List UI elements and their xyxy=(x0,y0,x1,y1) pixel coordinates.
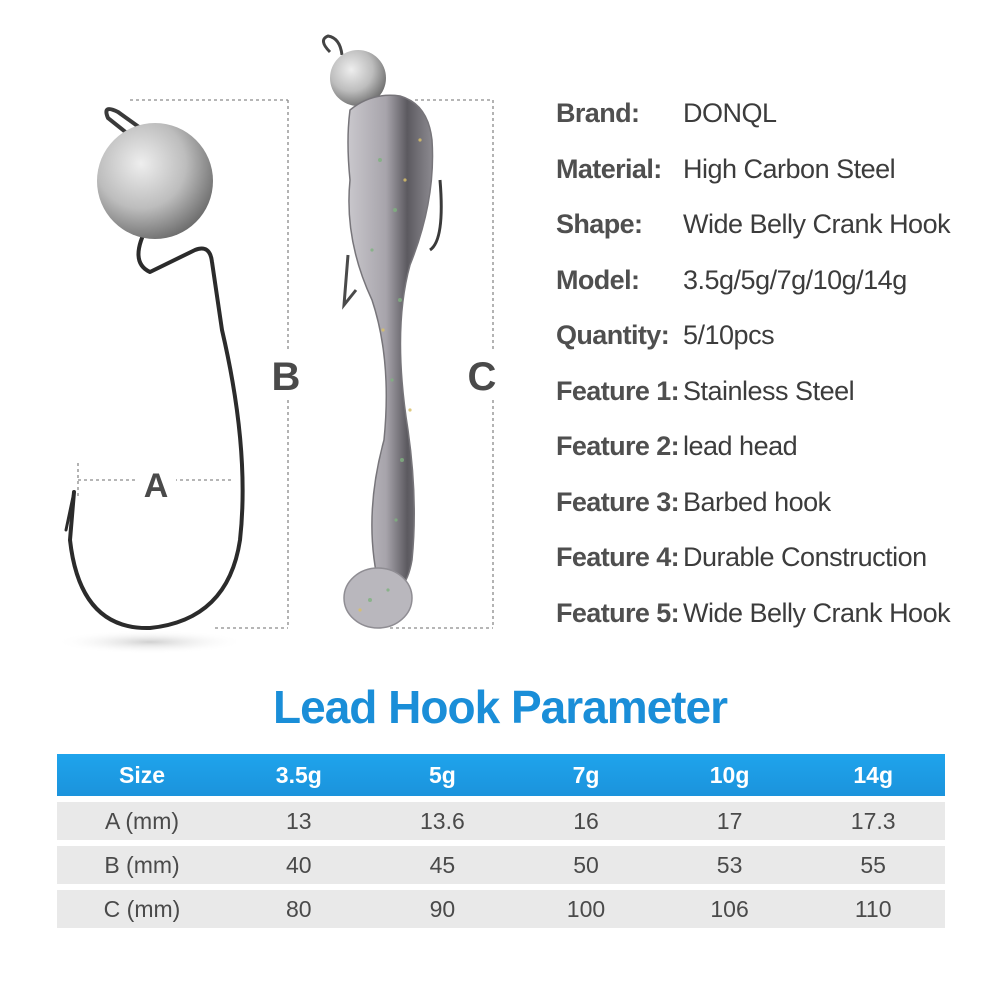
dimension-label-b: B xyxy=(271,355,301,399)
table-cell: 17 xyxy=(658,802,802,840)
table-row-label: C (mm) xyxy=(57,890,227,928)
lead-head xyxy=(97,123,213,239)
spec-row xyxy=(556,586,996,642)
spec-row xyxy=(556,364,996,420)
product-illustration xyxy=(0,0,540,680)
spec-row xyxy=(556,197,996,253)
table-cell: 110 xyxy=(801,890,945,928)
spec-label: Model: xyxy=(556,264,640,295)
table-header-cell: 14g xyxy=(801,754,945,796)
table-cell: 13.6 xyxy=(371,802,515,840)
table-cell: 80 xyxy=(227,890,371,928)
lure-paddle-tail xyxy=(344,568,412,628)
spec-row xyxy=(556,475,996,531)
spec-label: Feature 2: xyxy=(556,431,680,462)
table-cell: 17.3 xyxy=(801,802,945,840)
table-cell: 106 xyxy=(658,890,802,928)
spec-value: Stainless Steel xyxy=(683,375,855,406)
spec-value: Wide Belly Crank Hook xyxy=(683,209,951,240)
table-cell: 90 xyxy=(371,890,515,928)
jig-hook-drawing xyxy=(55,109,245,654)
spec-value: DONQL xyxy=(683,98,777,129)
spec-label: Quantity: xyxy=(556,320,670,351)
spec-label: Feature 3: xyxy=(556,486,680,517)
spec-value: Wide Belly Crank Hook xyxy=(683,597,951,628)
table-row xyxy=(57,802,945,840)
table-cell: 13 xyxy=(227,802,371,840)
dimension-label-c: C xyxy=(467,355,497,399)
table-cell: 50 xyxy=(514,846,658,884)
spec-value: Durable Construction xyxy=(683,542,927,573)
table-cell: 45 xyxy=(371,846,515,884)
table-row-label: B (mm) xyxy=(57,846,227,884)
spec-value: High Carbon Steel xyxy=(683,153,896,184)
spec-row xyxy=(556,142,996,198)
spec-label: Feature 4: xyxy=(556,542,680,573)
spec-value: 5/10pcs xyxy=(683,320,775,351)
spec-row xyxy=(556,86,996,142)
table-cell: 16 xyxy=(514,802,658,840)
spec-row xyxy=(556,530,996,586)
spec-label: Feature 1: xyxy=(556,375,680,406)
dimension-label-a: A xyxy=(143,467,169,505)
spec-value: lead head xyxy=(683,431,798,462)
table-header-cell: 5g xyxy=(371,754,515,796)
table-row xyxy=(57,890,945,928)
table-cell: 53 xyxy=(658,846,802,884)
table-header-cell: 10g xyxy=(658,754,802,796)
table-row-label: A (mm) xyxy=(57,802,227,840)
spec-label: Feature 5: xyxy=(556,597,680,628)
table-cell: 40 xyxy=(227,846,371,884)
spec-row xyxy=(556,419,996,475)
parameter-table xyxy=(57,748,945,934)
spec-label: Material: xyxy=(556,153,662,184)
table-cell: 100 xyxy=(514,890,658,928)
spec-list xyxy=(556,86,996,641)
table-header-cell: 7g xyxy=(514,754,658,796)
table-cell: 55 xyxy=(801,846,945,884)
table-header-row xyxy=(57,754,945,796)
spec-row xyxy=(556,253,996,309)
spec-value: Barbed hook xyxy=(683,486,831,517)
spec-row xyxy=(556,308,996,364)
table-header-cell: Size xyxy=(57,754,227,796)
table-header-cell: 3.5g xyxy=(227,754,371,796)
soft-lure-drawing xyxy=(323,36,441,628)
spec-value: 3.5g/5g/7g/10g/14g xyxy=(683,264,907,295)
table-row xyxy=(57,846,945,884)
parameter-title: Lead Hook Parameter xyxy=(273,681,727,733)
spec-label: Brand: xyxy=(556,98,640,129)
spec-label: Shape: xyxy=(556,209,643,240)
